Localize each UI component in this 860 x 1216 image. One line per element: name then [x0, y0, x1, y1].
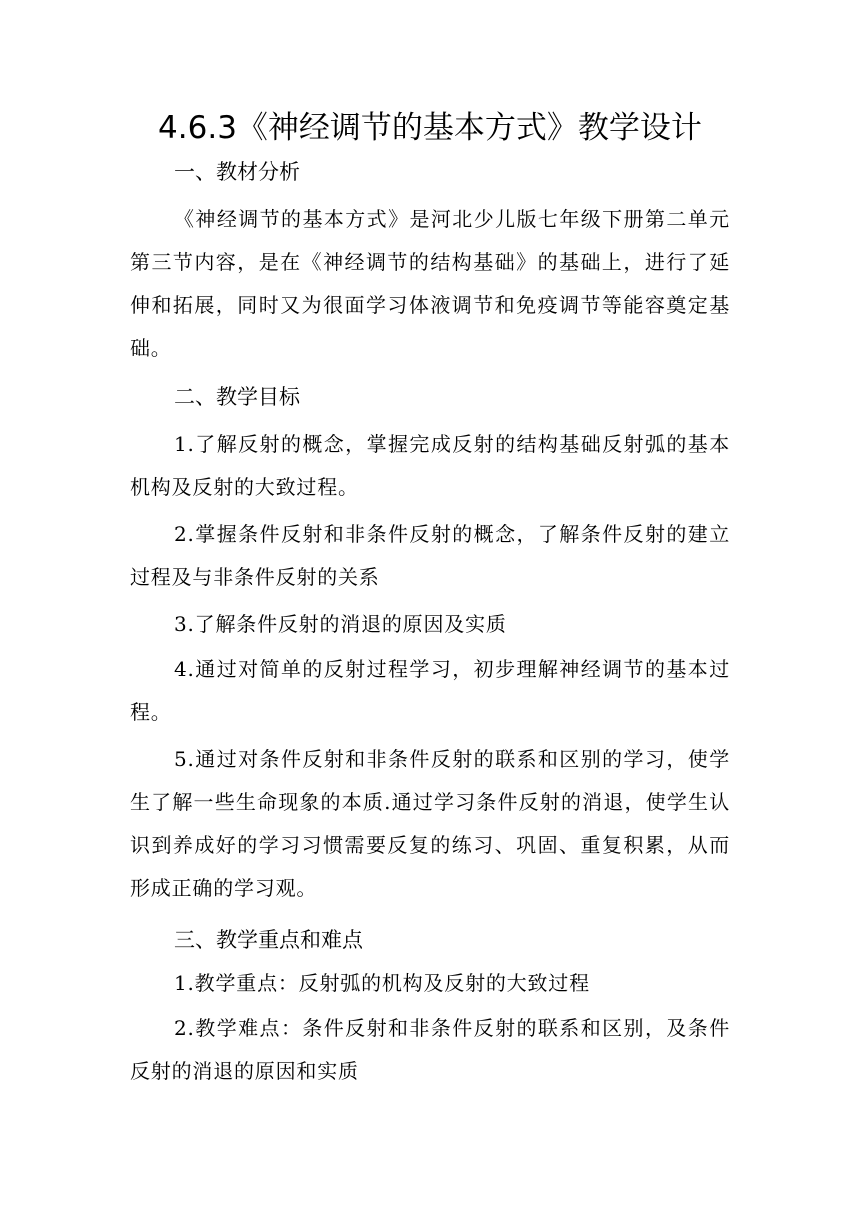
paragraph-goal-1: 1.了解反射的概念，掌握完成反射的结构基础反射弧的基本机构及反射的大致过程。: [130, 432, 730, 499]
section-heading-key-points: 三、教学重点和难点: [174, 928, 363, 952]
paragraph-difficult-point: 2.教学难点：条件反射和非条件反射的联系和区别，及条件反射的消退的原因和实质: [130, 1016, 730, 1083]
paragraph-textbook-analysis: 《神经调节的基本方式》是河北少儿版七年级下册第二单元第三节内容，是在《神经调节的结构基础》的基础上，进行了延伸和拓展，同时又为很面学习体液调节和免疫调节等能容奠定基础。: [130, 207, 730, 360]
paragraph-goal-2: 2.掌握条件反射和非条件反射的概念，了解条件反射的建立过程及与非条件反射的关系: [130, 522, 730, 589]
paragraph-key-point: 1.教学重点：反射弧的机构及反射的大致过程: [174, 971, 590, 995]
paragraph-goal-4: 4.通过对简单的反射过程学习，初步理解神经调节的基本过程。: [130, 657, 730, 724]
document-title: 4.6.3《神经调节的基本方式》教学设计: [158, 110, 702, 146]
section-heading-teaching-goals: 二、教学目标: [174, 385, 300, 409]
paragraph-goal-3: 3.了解条件反射的消退的原因及实质: [174, 612, 507, 636]
section-heading-textbook-analysis: 一、教材分析: [174, 160, 300, 184]
paragraph-goal-5: 5.通过对条件反射和非条件反射的联系和区别的学习，使学生了解一些生命现象的本质.通过学习条件反射的消退，使学生认识到养成好的学习习惯需要反复的练习、巩固、重复积累，从而形成正确的学习观。: [130, 747, 730, 900]
